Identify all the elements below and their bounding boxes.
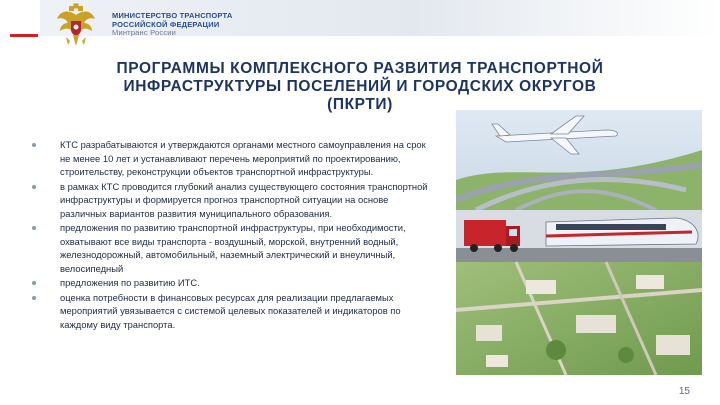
page-number: 15 [678, 386, 690, 397]
bullet-item [30, 291, 430, 332]
slide-header [0, 0, 720, 52]
bullet-dot [32, 281, 36, 285]
ministry-name [112, 12, 232, 38]
truck-train-photo [456, 210, 702, 262]
bullet-text: предложения по развитию ИТС. [60, 277, 200, 288]
bullet-item [30, 138, 430, 179]
ministry-line2: РОССИЙСКОЙ ФЕДЕРАЦИИ [112, 19, 220, 29]
bullet-item [30, 276, 430, 290]
transport-photo-collage [456, 110, 702, 375]
red-accent-line [10, 34, 38, 37]
russian-emblem-icon [54, 3, 98, 49]
bullet-dot [32, 226, 36, 230]
highway-photo [456, 110, 702, 210]
title-line3: (ПКРТИ) [327, 96, 393, 113]
bullet-text: предложения по развитию транспортной инфраструктуры, при необходимости, охватывают все виды транспорта - воздушный, морской, внутренний водный, железнодорожный, автомобильный, наземный электрический и внеуличный, велосипедный [60, 222, 406, 274]
bullet-dot [32, 296, 36, 300]
title-line2: ИНФРАСТРУКТУРЫ ПОСЕЛЕНИЙ И ГОРОДСКИХ ОКРУГОВ [123, 78, 597, 95]
title-line1: ПРОГРАММЫ КОМПЛЕКСНОГО РАЗВИТИЯ ТРАНСПОРТНОЙ [116, 60, 604, 77]
bullet-text: оценка потребности в финансовых ресурсах для реализации предлагаемых мероприятий увязывается с системой целевых показателей и индикаторов по каждому виду транспорта. [60, 291, 401, 330]
bullet-item [30, 221, 430, 275]
ministry-line3: Минтранс России [112, 28, 177, 37]
bullet-item [30, 180, 430, 221]
bullet-dot [32, 185, 36, 189]
bullet-list [30, 138, 430, 332]
ministry-line1: МИНИСТЕРСТВО ТРАНСПОРТА [112, 11, 233, 20]
city-aerial-photo [456, 262, 702, 375]
bullet-text: в рамках КТС проводится глубокий анализ существующего состояния транспортной инфраструктуры и формируется прогноз транспортной ситуации на основе различных вариантов развития муниципального образования. [60, 180, 428, 219]
bullet-text: КТС разрабатываются и утверждаются органами местного самоуправления на срок не менее 10 лет и устанавливают перечень мероприятий по проектированию, строительству, реконструкции объектов транспортной инфраструктуры. [60, 139, 426, 177]
bullet-dot [32, 143, 36, 147]
slide-title [30, 60, 690, 114]
